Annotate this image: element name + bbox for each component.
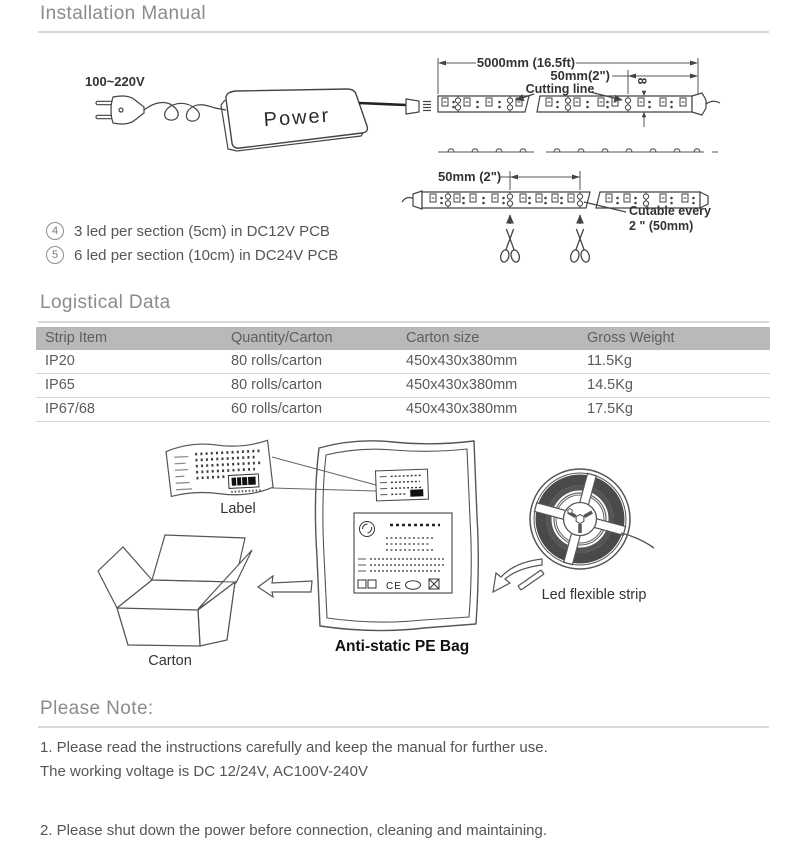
pcb-note-4-text: 3 led per section (5cm) in DC12V PCB: [74, 222, 330, 240]
please-note-title: Please Note:: [40, 698, 154, 719]
power-label: Power: [262, 104, 332, 132]
scissors-icon: [499, 215, 520, 263]
table-row-ip20: [36, 350, 770, 374]
col-header-strip-item: Strip Item: [45, 330, 108, 346]
arrow-reel-to-bag: [493, 559, 542, 592]
pcb-note-5: [46, 243, 338, 267]
col-header-carton-size: Carton size: [406, 330, 480, 346]
packaging-diagram: [90, 425, 710, 687]
carton-caption: Carton: [148, 653, 192, 669]
scissors-icon: [569, 215, 590, 263]
product-label: [166, 440, 274, 498]
cell-weight: 11.5Kg: [587, 353, 632, 369]
cell-weight: 14.5Kg: [587, 377, 633, 393]
col-header-gross-weight: Gross Weight: [587, 330, 675, 346]
pcb-notes: [46, 219, 338, 267]
section-rule: [38, 31, 769, 33]
table-row-ip67-68: [36, 398, 770, 422]
ce-mark-icon: CE: [386, 581, 402, 592]
cell-qty: 80 rolls/carton: [231, 353, 323, 369]
cell-item: IP67/68: [45, 401, 95, 417]
logistics-table-header: [36, 327, 770, 350]
cell-size: 450x430x380mm: [406, 353, 518, 369]
cell-qty: 60 rolls/carton: [231, 401, 323, 417]
section-rule: [38, 321, 769, 323]
strip-end-piece: [518, 570, 544, 590]
table-row-ip65: [36, 374, 770, 398]
cutable-label-line2: 2 " (50mm): [629, 219, 694, 233]
cell-size: 450x430x380mm: [406, 377, 518, 393]
cell-item: IP65: [45, 377, 75, 393]
label-caption: Label: [220, 501, 256, 517]
bag-caption: Anti-static PE Bag: [334, 638, 470, 655]
logistics-table: [36, 327, 770, 422]
led-strip-reel: [518, 469, 654, 590]
barcode: [410, 489, 423, 496]
cutable-label-line1: Cutable every: [629, 204, 711, 218]
dim-50mm-top-label: 50mm(2"): [550, 68, 610, 83]
carton-box: [98, 535, 252, 646]
led-strip-top-view: [438, 93, 720, 115]
dim-50mm-bottom-label: 50mm (2"): [438, 169, 502, 184]
dc-connector: [359, 99, 431, 114]
circled-number-5: 5: [46, 246, 64, 264]
note-1-line-2: The working voltage is DC 12/24V, AC100V-240V: [40, 763, 368, 780]
pcb-note-5-text: 6 led per section (10cm) in DC24V PCB: [74, 246, 339, 264]
dim-total-label: 5000mm (16.5ft): [476, 55, 576, 70]
logistical-data-title: Logistical Data: [40, 292, 171, 313]
cutting-line-label: Cutting line: [525, 82, 595, 96]
cut-diagram: [402, 169, 711, 263]
note-2: 2. Please shut down the power before connection, cleaning and maintaining.: [40, 822, 548, 839]
led-strip-side-view: [438, 149, 718, 152]
cell-qty: 80 rolls/carton: [231, 377, 323, 393]
arrow-bag-to-carton: [258, 576, 312, 597]
bag-small-label: [375, 469, 428, 501]
cell-item: IP20: [45, 353, 75, 369]
power-adapter: [221, 89, 367, 151]
pcb-note-4: [46, 219, 338, 243]
strip-width-label: 8: [634, 77, 649, 85]
power-cord: [144, 103, 226, 122]
power-plug: [96, 96, 144, 124]
reel-caption: Led flexible strip: [541, 587, 647, 603]
note-1-line-1: 1. Please read the instructions carefully and keep the manual for further use.: [40, 739, 548, 756]
section-rule: [38, 726, 769, 728]
bag-spec-label: [354, 513, 452, 593]
circled-number-4: 4: [46, 222, 64, 240]
col-header-quantity: Quantity/Carton: [231, 330, 333, 346]
installation-manual-title: Installation Manual: [40, 3, 207, 24]
cell-size: 450x430x380mm: [406, 401, 518, 417]
voltage-label: 100~220V: [85, 74, 145, 89]
cell-weight: 17.5Kg: [587, 401, 633, 417]
